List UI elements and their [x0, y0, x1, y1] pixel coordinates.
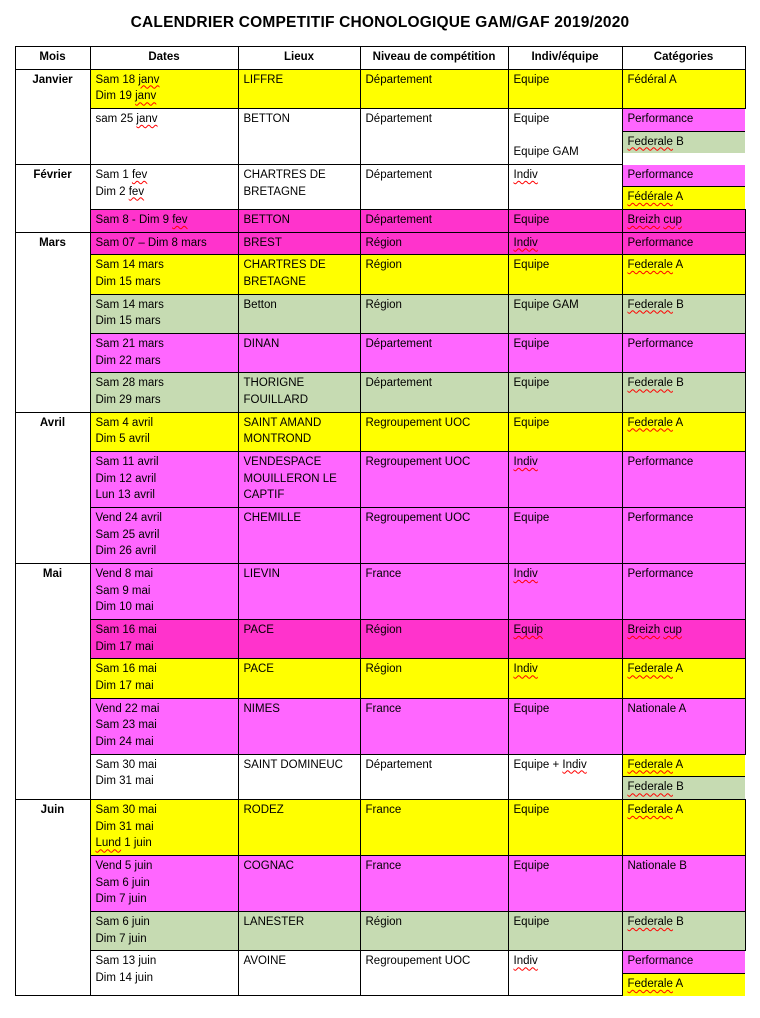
venue-cell: THORIGNE FOUILLARD — [238, 373, 360, 412]
table-row — [15, 856, 745, 912]
level-cell: Regroupement UOC — [360, 451, 508, 507]
category-item: Federale A — [627, 416, 684, 429]
venue-cell: CHARTRES DE BRETAGNE — [238, 255, 360, 294]
indiv-equipe-cell: Equipe — [508, 333, 622, 372]
categories-cell — [622, 619, 745, 658]
table-row — [15, 698, 745, 754]
table-row — [15, 412, 745, 451]
column-header-indiv-equipe: Indiv/équipe — [508, 47, 622, 70]
level-cell: Département — [360, 165, 508, 210]
categories-cell — [622, 412, 745, 451]
venue-cell: VENDESPACE MOUILLERON LE CAPTIF — [238, 451, 360, 507]
level-cell: Région — [360, 255, 508, 294]
dates-cell: Sam 8 - Dim 9 fev — [90, 209, 238, 232]
category-item: Federale A — [627, 804, 684, 817]
table-row — [15, 333, 745, 372]
venue-cell: CHEMILLE — [238, 507, 360, 563]
table-row — [15, 255, 745, 294]
indiv-equipe-cell: Equipe Equipe GAM — [508, 109, 622, 165]
dates-cell: Sam 6 juin Dim 7 juin — [90, 912, 238, 951]
indiv-equipe-cell: Equipe — [508, 856, 622, 912]
level-cell: Regroupement UOC — [360, 951, 508, 996]
dates-cell: Sam 18 janv Dim 19 janv — [90, 69, 238, 108]
venue-cell: LIFFRE — [238, 69, 360, 108]
category-item: Federale B — [627, 298, 684, 311]
indiv-equipe-cell: Equipe — [508, 209, 622, 232]
month-cell: Mars — [15, 232, 90, 412]
table-row — [15, 619, 745, 658]
month-cell: Mai — [15, 563, 90, 799]
level-cell: Regroupement UOC — [360, 507, 508, 563]
categories-cell — [622, 659, 745, 698]
venue-cell: SAINT AMAND MONTROND — [238, 412, 360, 451]
category-item: Federale A — [623, 755, 746, 778]
dates-cell: Sam 28 mars Dim 29 mars — [90, 373, 238, 412]
indiv-equipe-cell: Equipe — [508, 698, 622, 754]
level-cell: France — [360, 698, 508, 754]
categories-cell — [622, 754, 745, 799]
level-cell: Département — [360, 754, 508, 799]
category-item: Fédéral A — [627, 73, 677, 86]
dates-cell: Sam 11 avril Dim 12 avril Lun 13 avril — [90, 451, 238, 507]
categories-cell — [622, 232, 745, 255]
venue-cell: BETTON — [238, 109, 360, 165]
category-item: Performance — [623, 165, 746, 188]
categories-cell — [622, 912, 745, 951]
category-item: Performance — [623, 109, 746, 132]
categories-cell — [622, 109, 745, 165]
table-row — [15, 912, 745, 951]
indiv-equipe-cell: Equip — [508, 619, 622, 658]
column-header-dates: Dates — [90, 47, 238, 70]
indiv-equipe-cell: Indiv — [508, 232, 622, 255]
indiv-equipe-cell: Equipe — [508, 69, 622, 108]
categories-cell — [622, 69, 745, 108]
indiv-equipe-cell: Equipe — [508, 800, 622, 856]
indiv-equipe-cell: Equipe — [508, 255, 622, 294]
venue-cell: PACE — [238, 659, 360, 698]
level-cell: Regroupement UOC — [360, 412, 508, 451]
table-row — [15, 951, 745, 996]
level-cell: Région — [360, 294, 508, 333]
competition-calendar-table — [15, 46, 746, 996]
dates-cell: Sam 13 juin Dim 14 juin — [90, 951, 238, 996]
dates-cell: Sam 4 avril Dim 5 avril — [90, 412, 238, 451]
categories-cell — [622, 698, 745, 754]
venue-cell: Betton — [238, 294, 360, 333]
category-item: Nationale B — [627, 860, 687, 873]
categories-cell — [622, 800, 745, 856]
page-title: CALENDRIER COMPETITIF CHONOLOGIQUE GAM/GAF 2019/2020 — [130, 14, 630, 31]
indiv-equipe-cell: Equipe — [508, 507, 622, 563]
column-header-lieux: Lieux — [238, 47, 360, 70]
categories-cell — [622, 507, 745, 563]
category-item: Nationale A — [627, 702, 687, 715]
categories-cell — [622, 333, 745, 372]
table-row — [15, 294, 745, 333]
level-cell: Département — [360, 209, 508, 232]
level-cell: France — [360, 563, 508, 619]
dates-cell: Sam 14 mars Dim 15 mars — [90, 294, 238, 333]
categories-cell — [622, 451, 745, 507]
indiv-equipe-cell: Indiv — [508, 451, 622, 507]
indiv-equipe-cell: Equipe — [508, 373, 622, 412]
level-cell: Région — [360, 659, 508, 698]
level-cell: Département — [360, 69, 508, 108]
venue-cell: BREST — [238, 232, 360, 255]
category-item: Federale B — [623, 132, 746, 154]
category-item: Performance — [627, 567, 694, 580]
categories-cell — [622, 294, 745, 333]
indiv-equipe-cell: Indiv — [508, 951, 622, 996]
level-cell: Région — [360, 619, 508, 658]
table-row — [15, 800, 745, 856]
table-body — [15, 69, 745, 996]
table-row — [15, 563, 745, 619]
venue-cell: COGNAC — [238, 856, 360, 912]
category-item: Breizh cup — [627, 213, 682, 226]
categories-cell — [622, 563, 745, 619]
table-header-row — [15, 47, 745, 70]
dates-cell: Sam 30 mai Dim 31 mai — [90, 754, 238, 799]
venue-cell: NIMES — [238, 698, 360, 754]
level-cell: Région — [360, 912, 508, 951]
categories-cell — [622, 255, 745, 294]
table-row — [15, 507, 745, 563]
category-item: Federale A — [627, 663, 684, 676]
dates-cell: Sam 07 – Dim 8 mars — [90, 232, 238, 255]
table-row — [15, 373, 745, 412]
venue-cell: LANESTER — [238, 912, 360, 951]
level-cell: Département — [360, 109, 508, 165]
category-item: Federale B — [627, 916, 684, 929]
column-header-categories: Catégories — [622, 47, 745, 70]
level-cell: France — [360, 856, 508, 912]
indiv-equipe-cell: Indiv — [508, 563, 622, 619]
venue-cell: AVOINE — [238, 951, 360, 996]
indiv-equipe-cell: Equipe + Indiv — [508, 754, 622, 799]
dates-cell: Vend 22 mai Sam 23 mai Dim 24 mai — [90, 698, 238, 754]
categories-cell — [622, 209, 745, 232]
categories-cell — [622, 856, 745, 912]
dates-cell: Vend 24 avril Sam 25 avril Dim 26 avril — [90, 507, 238, 563]
category-item: Performance — [623, 951, 746, 974]
indiv-equipe-cell: Equipe — [508, 412, 622, 451]
dates-cell: sam 25 janv — [90, 109, 238, 165]
level-cell: Département — [360, 373, 508, 412]
dates-cell: Sam 30 mai Dim 31 mai Lund 1 juin — [90, 800, 238, 856]
table-row — [15, 69, 745, 108]
dates-cell: Sam 14 mars Dim 15 mars — [90, 255, 238, 294]
indiv-equipe-cell: Indiv — [508, 659, 622, 698]
category-item: Fédérale A — [623, 187, 746, 209]
indiv-equipe-cell: Indiv — [508, 165, 622, 210]
categories-cell — [622, 373, 745, 412]
month-cell: Avril — [15, 412, 90, 563]
venue-cell: PACE — [238, 619, 360, 658]
level-cell: Département — [360, 333, 508, 372]
table-row — [15, 232, 745, 255]
venue-cell: CHARTRES DE BRETAGNE — [238, 165, 360, 210]
dates-cell: Sam 16 mai Dim 17 mai — [90, 619, 238, 658]
category-item: Federale A — [627, 259, 684, 272]
category-item: Performance — [627, 455, 694, 468]
table-row — [15, 109, 745, 165]
venue-cell: SAINT DOMINEUC — [238, 754, 360, 799]
column-header-mois: Mois — [15, 47, 90, 70]
category-item: Federale B — [623, 777, 746, 799]
table-row — [15, 754, 745, 799]
dates-cell: Sam 16 mai Dim 17 mai — [90, 659, 238, 698]
category-item: Federale B — [627, 377, 684, 390]
indiv-equipe-cell: Equipe GAM — [508, 294, 622, 333]
category-item: Breizh cup — [627, 623, 682, 636]
table-row — [15, 659, 745, 698]
column-header-niveau: Niveau de compétition — [360, 47, 508, 70]
dates-cell: Sam 1 fev Dim 2 fev — [90, 165, 238, 210]
indiv-equipe-cell: Equipe — [508, 912, 622, 951]
category-item: Performance — [627, 337, 694, 350]
dates-cell: Vend 8 mai Sam 9 mai Dim 10 mai — [90, 563, 238, 619]
table-row — [15, 209, 745, 232]
dates-cell: Vend 5 juin Sam 6 juin Dim 7 juin — [90, 856, 238, 912]
category-item: Performance — [627, 511, 694, 524]
venue-cell: LIEVIN — [238, 563, 360, 619]
month-cell: Juin — [15, 800, 90, 996]
categories-cell — [622, 951, 745, 996]
month-cell: Janvier — [15, 69, 90, 164]
categories-cell — [622, 165, 745, 210]
venue-cell: DINAN — [238, 333, 360, 372]
dates-cell: Sam 21 mars Dim 22 mars — [90, 333, 238, 372]
venue-cell: BETTON — [238, 209, 360, 232]
table-header — [15, 47, 745, 70]
table-row — [15, 451, 745, 507]
level-cell: France — [360, 800, 508, 856]
category-item: Performance — [627, 236, 694, 249]
category-item: Federale A — [623, 974, 746, 996]
venue-cell: RODEZ — [238, 800, 360, 856]
month-cell: Février — [15, 165, 90, 233]
table-row — [15, 165, 745, 210]
level-cell: Région — [360, 232, 508, 255]
